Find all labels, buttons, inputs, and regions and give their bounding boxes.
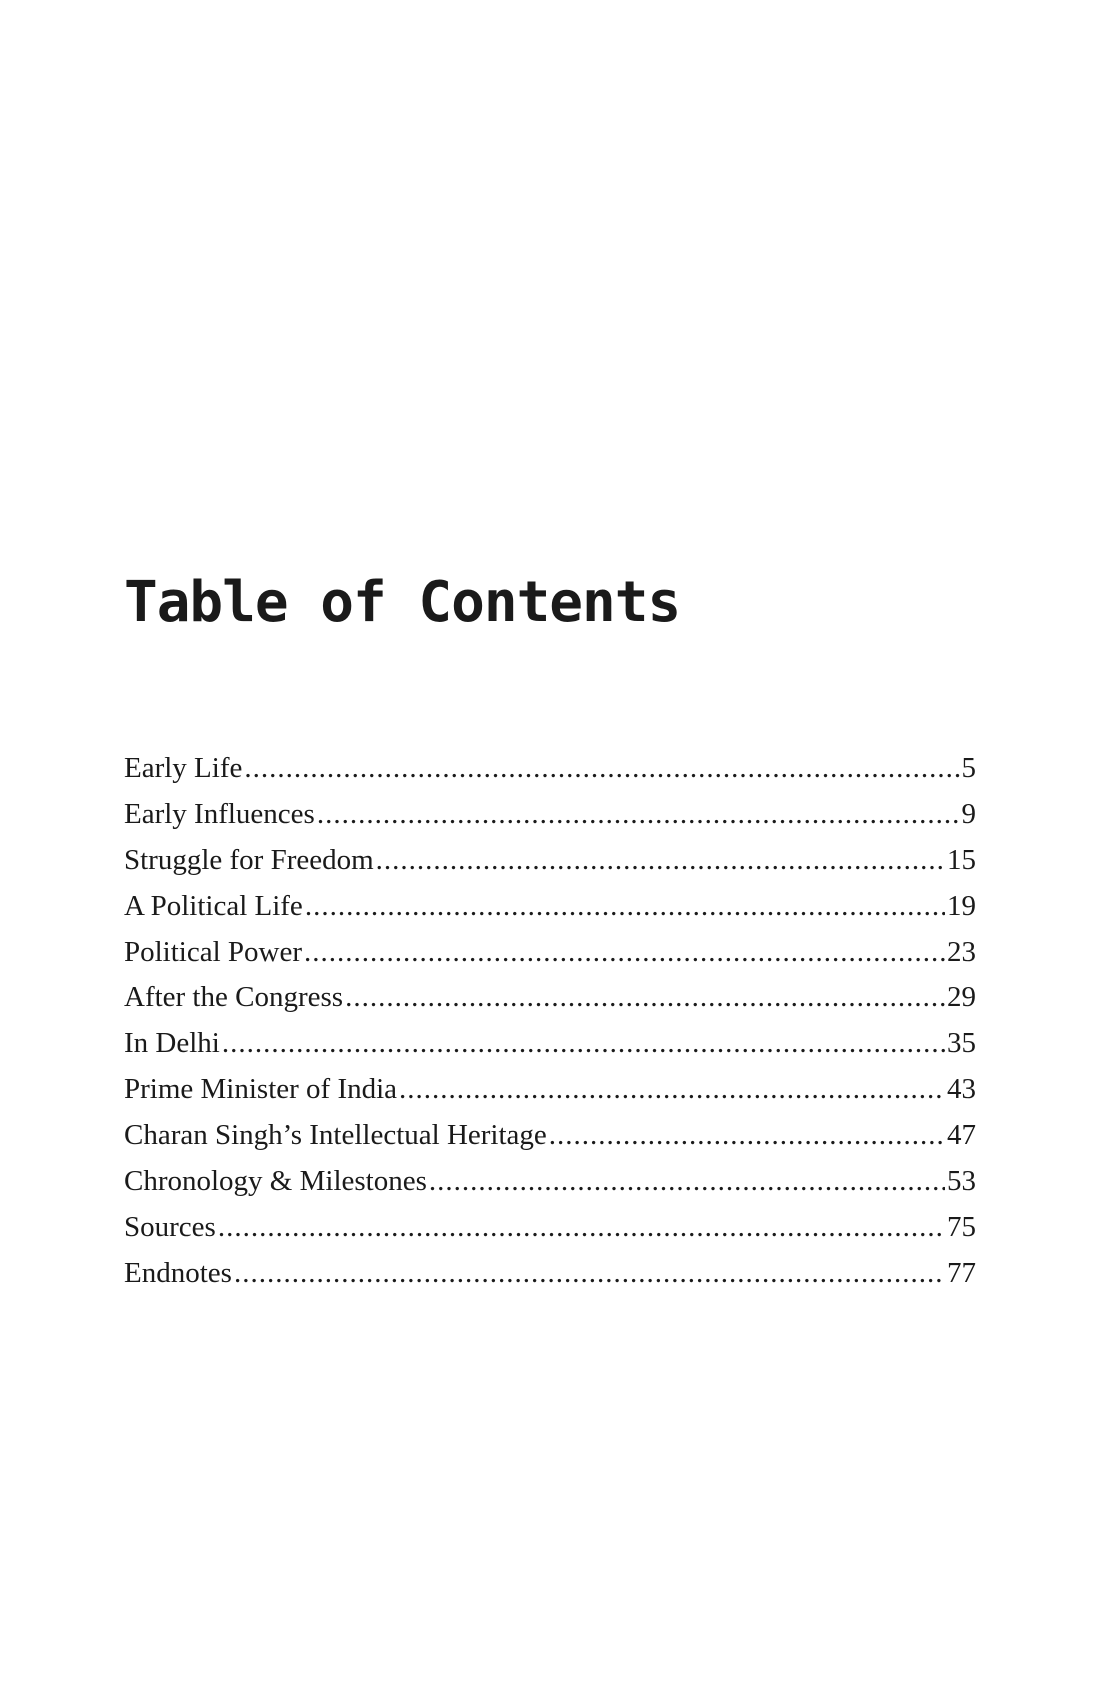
toc-entry-intellectual-heritage[interactable] <box>124 1119 976 1165</box>
dot-leader <box>305 890 945 923</box>
toc-entry-endnotes[interactable] <box>124 1257 976 1303</box>
toc-entry-page-number: 75 <box>947 1210 976 1243</box>
dot-leader <box>549 1119 945 1152</box>
toc-entry-page-number: 77 <box>947 1256 976 1289</box>
toc-entry-label: Sources <box>124 1210 216 1243</box>
toc-entry-label: Political Power <box>124 935 303 968</box>
dot-leader <box>376 844 945 877</box>
toc-entry-page-number: 35 <box>947 1027 976 1060</box>
toc-entry-page-number: 15 <box>947 843 976 876</box>
toc-entry-page-number: 23 <box>947 935 976 968</box>
toc-entry-page-number: 5 <box>961 752 976 784</box>
page-title: Table of Contents <box>124 570 681 635</box>
dot-leader <box>234 1257 945 1290</box>
dot-leader <box>222 1027 945 1060</box>
toc-entry-label: Prime Minister of India <box>124 1073 398 1106</box>
toc-entry-page-number: 47 <box>947 1119 976 1152</box>
dot-leader <box>429 1165 945 1198</box>
toc-entry-early-influences[interactable] <box>124 798 976 844</box>
toc-entry-chronology-milestones[interactable] <box>124 1165 976 1211</box>
toc-entry-page-number: 43 <box>947 1073 976 1106</box>
dot-leader <box>345 981 945 1014</box>
toc-entry-page-number: 29 <box>947 981 976 1014</box>
toc-entry-sources[interactable] <box>124 1211 976 1257</box>
toc-entry-label: After the Congress <box>124 981 344 1014</box>
toc-entry-a-political-life[interactable] <box>124 890 976 936</box>
toc-entry-page-number: 9 <box>961 797 976 830</box>
dot-leader <box>399 1073 945 1106</box>
toc-entry-page-number: 53 <box>947 1165 976 1198</box>
toc-entry-label: Chronology & Milestones <box>124 1165 427 1198</box>
dot-leader <box>317 798 960 831</box>
toc-entry-early-life[interactable] <box>124 752 976 798</box>
toc-entry-label: A Political Life <box>124 889 303 922</box>
toc-entry-in-delhi[interactable] <box>124 1027 976 1073</box>
toc-entry-label: Early Life <box>124 752 243 784</box>
dot-leader <box>218 1211 945 1244</box>
toc-entry-label: Struggle for Freedom <box>124 843 374 876</box>
toc-entry-political-power[interactable] <box>124 936 976 982</box>
toc-entry-after-the-congress[interactable] <box>124 981 976 1027</box>
toc-entry-prime-minister-of-india[interactable] <box>124 1073 976 1119</box>
dot-leader <box>244 752 959 785</box>
toc-entry-label: In Delhi <box>124 1027 220 1060</box>
toc-entry-label: Endnotes <box>124 1256 232 1289</box>
toc-entry-label: Early Influences <box>124 797 315 830</box>
toc-entry-page-number: 19 <box>947 889 976 922</box>
toc-entry-struggle-for-freedom[interactable] <box>124 844 976 890</box>
dot-leader <box>304 936 945 969</box>
toc-entry-label: Charan Singh’s Intellectual Heritage <box>124 1119 547 1152</box>
toc-list <box>124 752 976 1303</box>
